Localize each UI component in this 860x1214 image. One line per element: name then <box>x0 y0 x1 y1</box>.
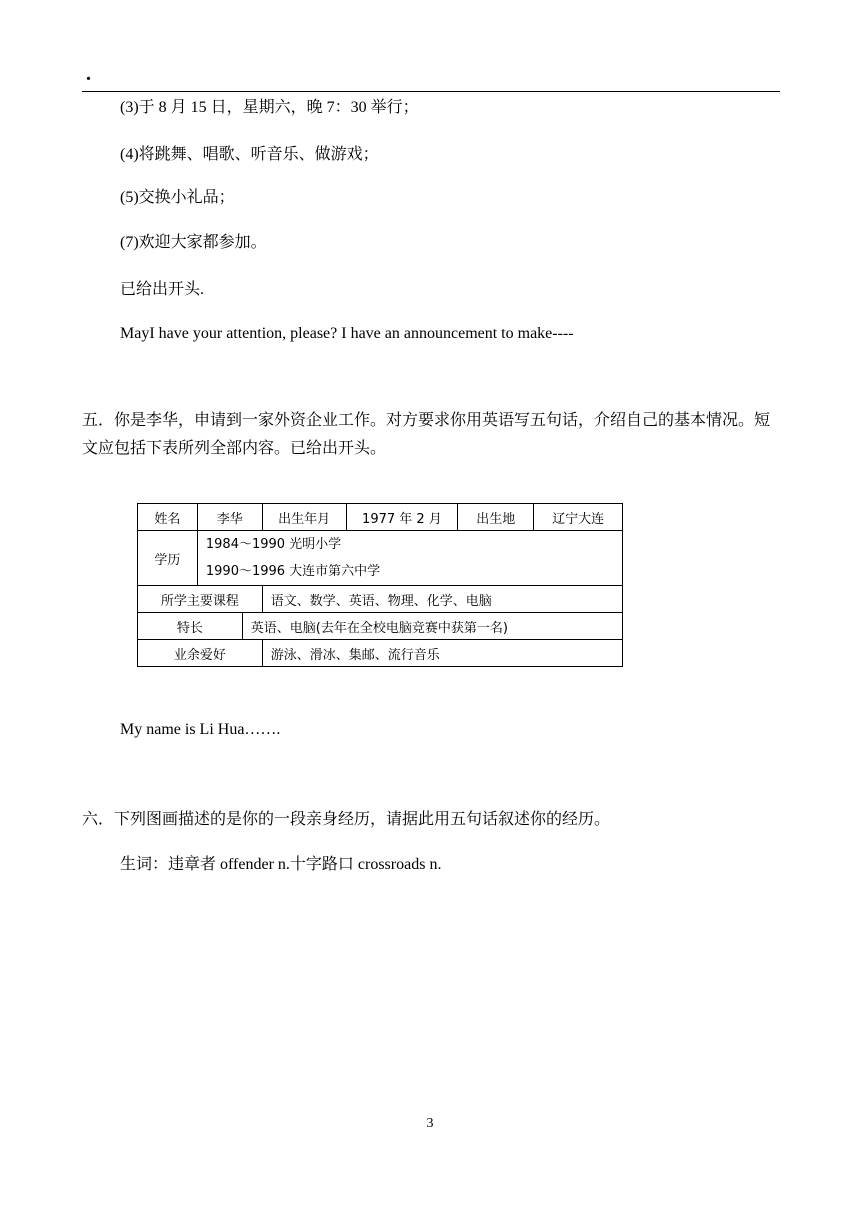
education-label: 学历 <box>138 531 198 586</box>
page-number: 3 <box>426 1116 434 1131</box>
birthplace-label: 出生地 <box>458 504 534 531</box>
given-start-note: 已给出开头. <box>120 281 205 298</box>
question-6-vocab: 生词：违章者 offender n.十字路口 crossroads n. <box>120 856 442 873</box>
list-item: (5)交换小礼品； <box>120 189 235 206</box>
courses-value: 语文、数学、英语、物理、化学、电脑 <box>262 586 622 613</box>
list-item: (7)欢迎大家都参加。 <box>120 234 267 251</box>
personal-info-table <box>137 503 623 667</box>
question-6-text: 六．下列图画描述的是你的一段亲身经历，请据此用五句话叙述你的经历。 <box>82 811 611 828</box>
question-5-text: 五．你是李华，申请到一家外资企业工作。对方要求你用英语写五句话，介绍自己的基本情况。短文应包括下表所列全部内容。已给出开头。 <box>82 412 771 457</box>
header-mark: . <box>86 63 91 85</box>
list-item: (3)于 8 月 15 日，星期六，晚 7：30 举行； <box>120 99 419 116</box>
name-value: 李华 <box>197 504 262 531</box>
birthplace-value: 辽宁大连 <box>534 504 623 531</box>
birth-value: 1977 年 2 月 <box>346 504 458 531</box>
header-rule <box>82 91 780 92</box>
name-label: 姓名 <box>138 504 198 531</box>
list-item: (4)将跳舞、唱歌、听音乐、做游戏； <box>120 146 379 163</box>
birth-label: 出生年月 <box>262 504 346 531</box>
education-value <box>197 531 622 586</box>
hobbies-value: 游泳、滑冰、集邮、流行音乐 <box>262 640 622 667</box>
opening-sentence: MayI have your attention, please? I have an announcement to make---- <box>120 325 574 342</box>
skills-label: 特长 <box>138 613 243 640</box>
education-entry: 1990～1996 大连市第六中学 <box>205 564 381 579</box>
question-5-opening: My name is Li Hua……. <box>120 721 281 738</box>
skills-value: 英语、电脑(去年在全校电脑竞赛中获第一名) <box>242 613 622 640</box>
hobbies-label: 业余爱好 <box>138 640 263 667</box>
courses-label: 所学主要课程 <box>138 586 263 613</box>
education-entry: 1984～1990 光明小学 <box>205 537 342 552</box>
